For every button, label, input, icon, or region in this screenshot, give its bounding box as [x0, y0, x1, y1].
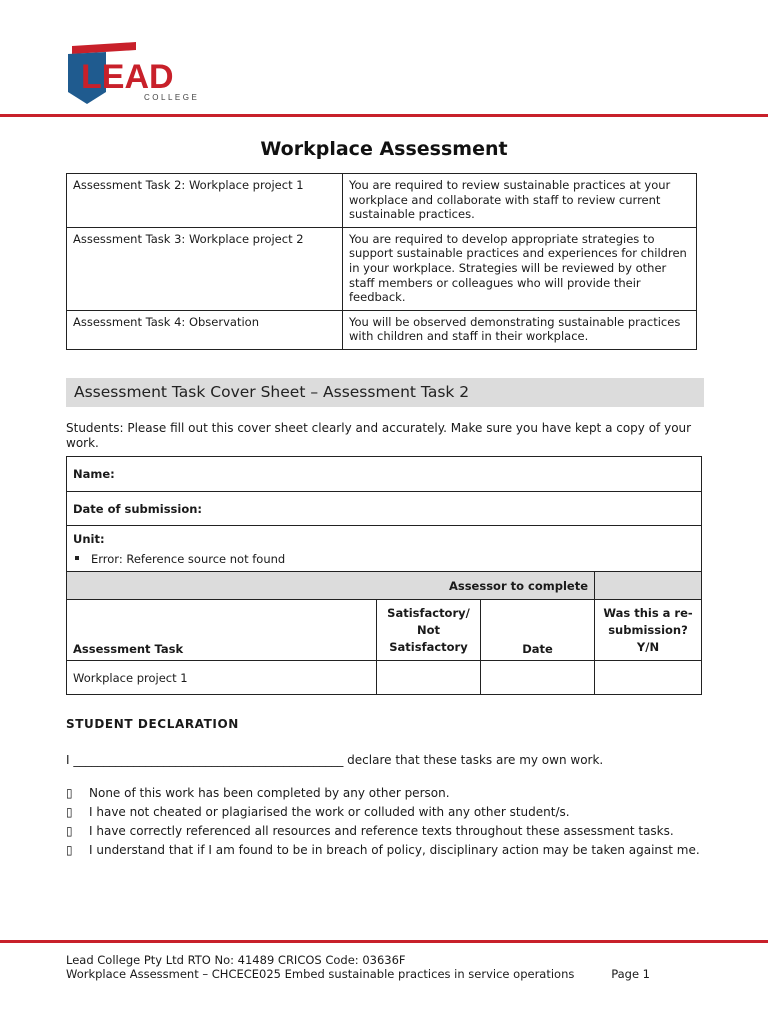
header-rule [0, 114, 768, 117]
list-item [66, 786, 706, 801]
table-row [67, 661, 702, 695]
assessor-label: Assessor to complete [67, 572, 595, 600]
name-label: Name: [73, 467, 115, 481]
row-satisfactory-cell[interactable] [377, 661, 481, 695]
footer-company: Lead College Pty Ltd RTO No: 41489 CRICOS Code: 03636F [66, 953, 406, 967]
header-row [67, 600, 702, 661]
footer-document-title: Workplace Assessment – CHCECE025 Embed sustainable practices in service operations [66, 967, 575, 981]
lead-college-logo [64, 40, 224, 106]
declaration-line: I _____________________________________________ declare that these tasks are my own work. [66, 753, 604, 767]
unit-value-text: Error: Reference source not found [91, 551, 286, 566]
col-date-header: Date [481, 600, 595, 661]
task-name: Assessment Task 4: Observation [67, 310, 343, 349]
date-row [67, 492, 702, 526]
task-row [67, 227, 697, 310]
task-description: You are required to develop appropriate strategies to support sustainable practices and experiences for children in your workplace. Strategies will be reviewed by other staff members or colleagues who will provide their feedback. [343, 227, 697, 310]
row-date-cell[interactable] [481, 661, 595, 695]
tasks-table [66, 173, 697, 350]
logo-subtext: COLLEGE [144, 93, 200, 102]
row-task: Workplace project 1 [67, 661, 377, 695]
cover-sheet-intro: Students: Please fill out this cover sheet clearly and accurately. Make sure you have kept a copy of your work. [66, 421, 692, 450]
page-number: Page 1 [611, 967, 650, 981]
declaration-title: STUDENT DECLARATION [66, 717, 239, 731]
checkbox-icon: ▯ [66, 843, 73, 857]
task-row [67, 310, 697, 349]
col-resubmission-header: Was this a re-submission? Y/N [595, 600, 702, 661]
name-field[interactable] [67, 457, 702, 492]
assessor-row [67, 572, 702, 600]
task-description: You will be observed demonstrating sustainable practices with children and staff in their workplace. [343, 310, 697, 349]
declaration-item: I have not cheated or plagiarised the work or colluded with any other student/s. [89, 805, 570, 819]
page-title: Workplace Assessment [260, 138, 508, 160]
declaration-item: None of this work has been completed by any other person. [89, 786, 450, 800]
col-satisfactory-header: Satisfactory/ Not Satisfactory [377, 600, 481, 661]
task-name: Assessment Task 3: Workplace project 2 [67, 227, 343, 310]
bullet-icon [75, 556, 79, 560]
unit-row [67, 526, 702, 572]
assessor-blank [595, 572, 702, 600]
unit-value [73, 552, 695, 566]
unit-field[interactable] [67, 526, 702, 572]
unit-label: Unit: [73, 531, 105, 546]
date-of-submission-field[interactable] [67, 492, 702, 526]
declaration-list [66, 786, 706, 862]
row-resubmission-cell[interactable] [595, 661, 702, 695]
checkbox-icon: ▯ [66, 824, 73, 838]
list-item [66, 824, 706, 839]
cover-sheet-table [66, 456, 702, 695]
list-item [66, 805, 706, 820]
declaration-item: I have correctly referenced all resources and reference texts throughout these assessment tasks. [89, 824, 674, 838]
cover-sheet-heading: Assessment Task Cover Sheet – Assessment Task 2 [66, 378, 704, 407]
footer-rule [0, 940, 768, 943]
checkbox-icon: ▯ [66, 786, 73, 800]
name-row [67, 457, 702, 492]
checkbox-icon: ▯ [66, 805, 73, 819]
col-task-header: Assessment Task [67, 600, 377, 661]
date-label: Date of submission: [73, 501, 203, 516]
footer-document [66, 967, 650, 981]
declaration-item: I understand that if I am found to be in breach of policy, disciplinary action may be taken against me. [89, 843, 700, 857]
logo-text: LEAD [81, 58, 174, 96]
list-item [66, 843, 706, 858]
task-description: You are required to review sustainable practices at your workplace and collaborate with staff to review current sustainable practices. [343, 174, 697, 228]
task-row [67, 174, 697, 228]
task-name: Assessment Task 2: Workplace project 1 [67, 174, 343, 228]
